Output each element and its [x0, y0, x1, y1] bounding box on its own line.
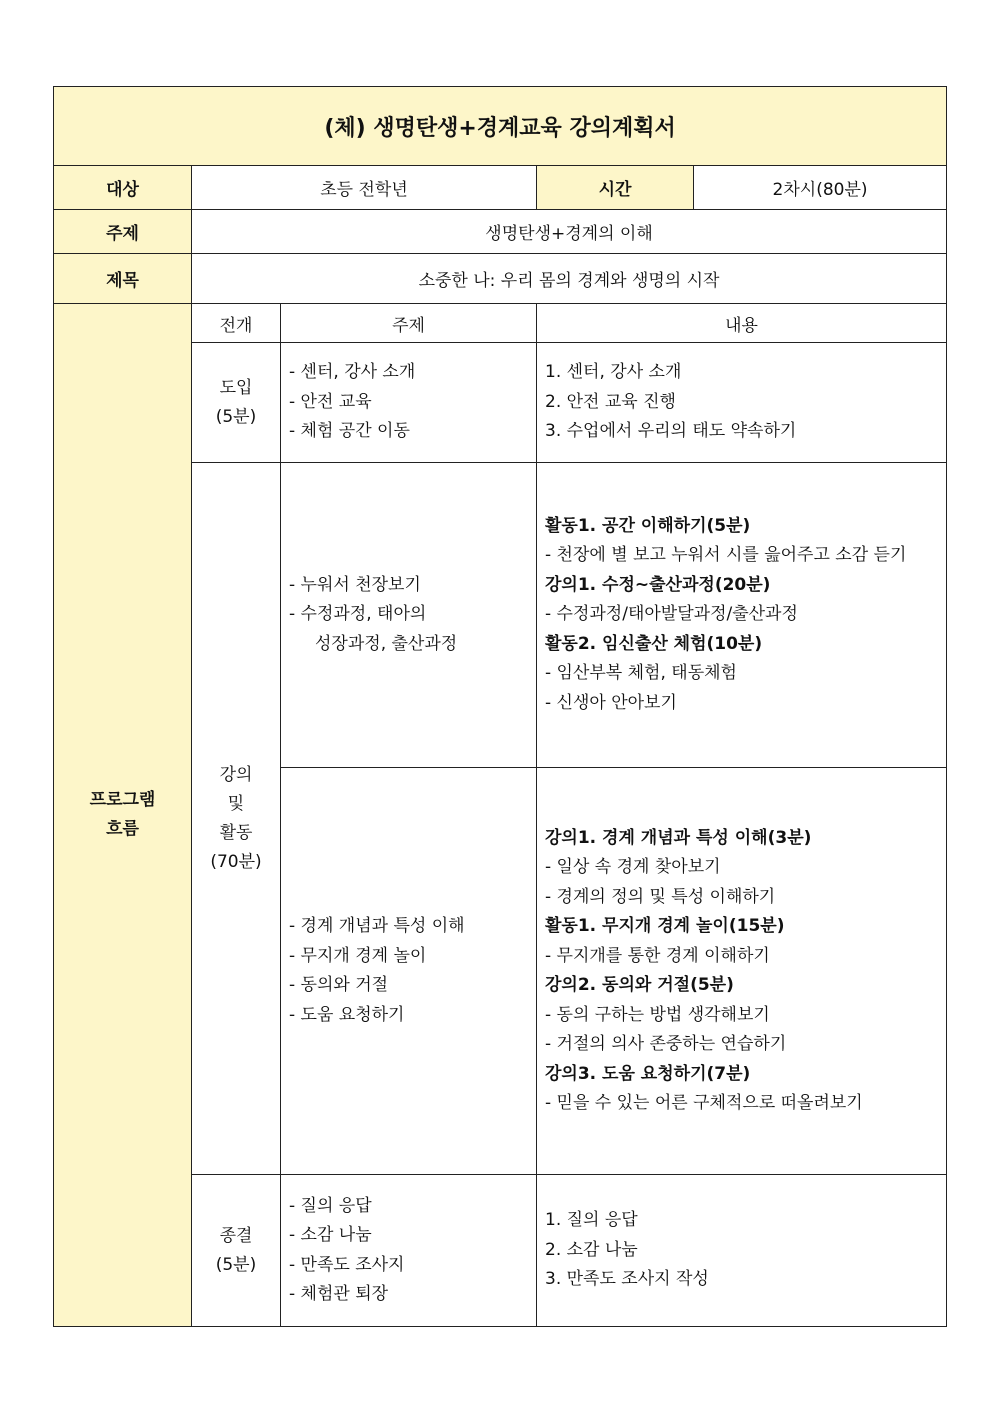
- list-item: 2. 소감 나눔: [545, 1239, 638, 1260]
- lesson-plan-table: [53, 86, 947, 1327]
- closing-contents: [537, 1175, 947, 1327]
- list-item: 3. 수업에서 우리의 태도 약속하기: [545, 421, 797, 442]
- list-item: - 임산부복 체험, 태동체험: [545, 663, 737, 684]
- list-item: - 질의 응답: [289, 1195, 372, 1216]
- list-item: - 수정과정/태아발달과정/출산과정: [545, 604, 798, 625]
- list-item: - 무지개를 통한 경계 이해하기: [545, 945, 770, 966]
- list-item: - 일상 속 경계 찾아보기: [545, 857, 721, 877]
- list-item: 강의1. 경계 개념과 특성 이해(3분): [545, 827, 812, 848]
- closing-topics: [281, 1175, 537, 1327]
- list-item: - 믿을 수 있는 어른 구체적으로 떠올려보기: [545, 1093, 863, 1113]
- topic-value: 생명탄생+경계의 이해: [192, 210, 947, 254]
- list-item: - 경계의 정의 및 특성 이해하기: [545, 886, 776, 907]
- list-item: - 신생아 안아보기: [545, 692, 677, 713]
- list-item: 3. 만족도 조사지 작성: [545, 1269, 709, 1290]
- list-item: - 소감 나눔: [289, 1225, 372, 1245]
- list-item: 강의1. 수정~출산과정(20분): [545, 574, 771, 595]
- list-item: - 동의 구하는 방법 생각해보기: [545, 1004, 770, 1025]
- list-item: 강의2. 동의와 거절(5분): [545, 975, 734, 995]
- list-item: - 경계 개념과 특성 이해: [289, 916, 465, 936]
- list-item: - 천장에 별 보고 누워서 시를 읊어주고 소감 듣기: [545, 545, 907, 566]
- time-value: 2차시(80분): [694, 166, 947, 210]
- list-item: 강의3. 도움 요청하기(7분): [545, 1063, 751, 1084]
- col-header-stage: 전개: [192, 304, 281, 343]
- list-item: - 센터, 강사 소개: [289, 362, 416, 383]
- main-part1-contents: [537, 463, 947, 768]
- time-label: 시간: [537, 166, 694, 210]
- target-label: 대상: [54, 166, 192, 210]
- intro-stage: 도입 (5분): [192, 343, 281, 463]
- topic-label: 주제: [54, 210, 192, 254]
- list-item: - 거절의 의사 존중하는 연습하기: [545, 1034, 787, 1054]
- list-item: - 도움 요청하기: [289, 1004, 405, 1025]
- list-item: 1. 질의 응답: [545, 1210, 638, 1231]
- list-item: 2. 안전 교육 진행: [545, 391, 676, 412]
- page-title: (체) 생명탄생+경계교육 강의계획서: [54, 87, 947, 166]
- list-item: 1. 센터, 강사 소개: [545, 362, 682, 383]
- col-header-content: 내용: [537, 304, 947, 343]
- list-item: - 무지개 경계 놀이: [289, 945, 427, 966]
- list-item: - 수정과정, 태아의: [289, 604, 427, 625]
- main-part2-contents: [537, 768, 947, 1175]
- intro-contents: [537, 343, 947, 463]
- list-item: 활동1. 무지개 경계 놀이(15분): [545, 916, 785, 936]
- list-item: 성장과정, 출산과정: [315, 633, 458, 654]
- list-item: - 안전 교육: [289, 391, 372, 412]
- col-header-topic: 주제: [281, 304, 537, 343]
- closing-stage: 종결 (5분): [192, 1175, 281, 1327]
- main-stage: 강의 및 활동 (70분): [192, 463, 281, 1175]
- subject-label: 제목: [54, 254, 192, 304]
- list-item: - 만족도 조사지: [289, 1254, 405, 1275]
- list-item: - 누워서 천장보기: [289, 574, 421, 595]
- list-item: 활동2. 임신출산 체험(10분): [545, 633, 763, 654]
- program-flow-label: 프로그램 흐름: [54, 304, 192, 1327]
- target-value: 초등 전학년: [192, 166, 537, 210]
- list-item: - 동의와 거절: [289, 975, 389, 995]
- intro-topics: [281, 343, 537, 463]
- lesson-plan-document: [53, 86, 946, 1327]
- main-part1-topics: [281, 463, 537, 768]
- list-item: - 체험 공간 이동: [289, 421, 410, 442]
- subject-value: 소중한 나: 우리 몸의 경계와 생명의 시작: [192, 254, 947, 304]
- list-item: 활동1. 공간 이해하기(5분): [545, 515, 751, 536]
- main-part2-topics: [281, 768, 537, 1175]
- list-item: - 체험관 퇴장: [289, 1284, 389, 1304]
